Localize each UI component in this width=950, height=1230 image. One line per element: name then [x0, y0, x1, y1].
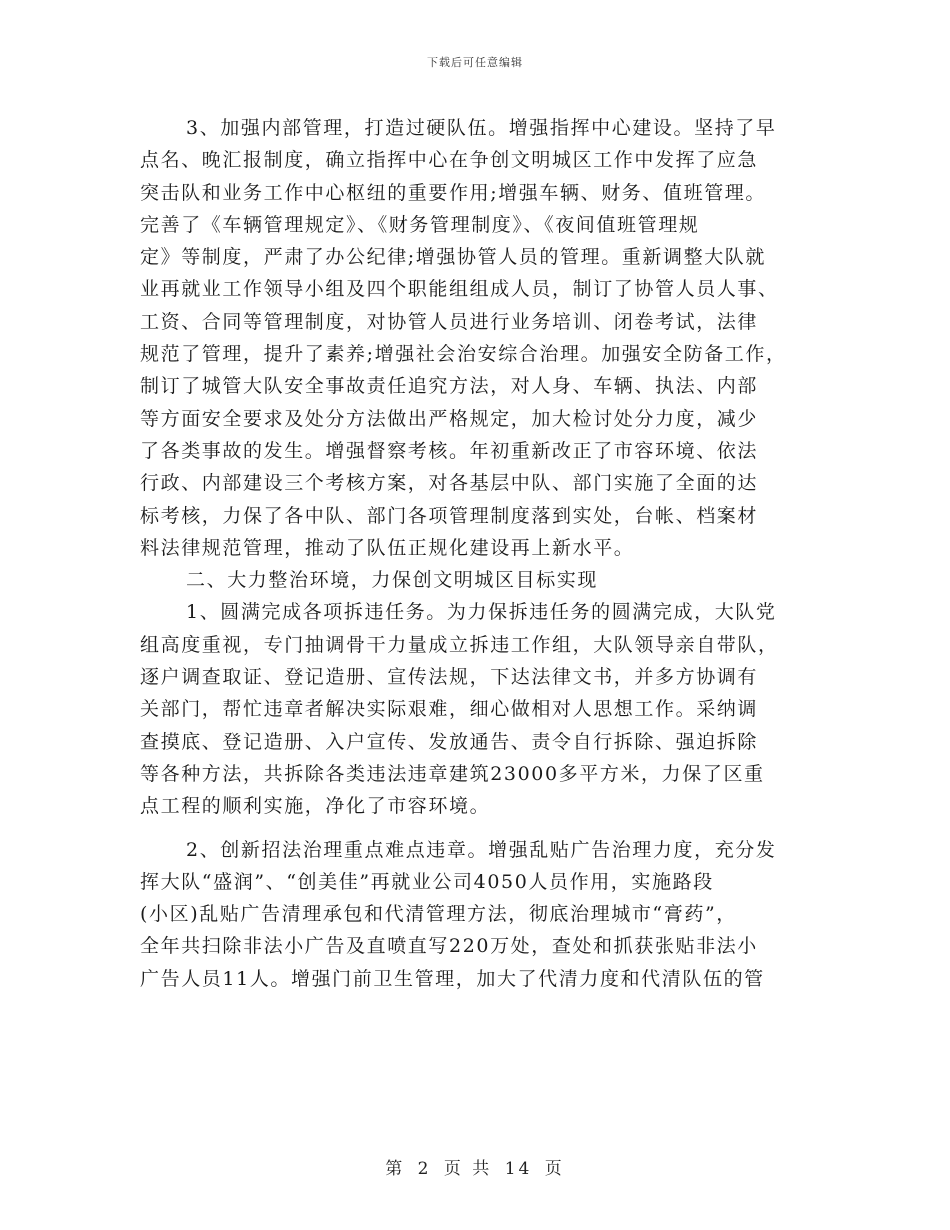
- paragraph-line: 制订了城管大队安全事故责任追究方法，对人身、车辆、执法、内部: [140, 375, 759, 398]
- paragraph-line: 关部门，帮忙违章者解决实际艰难，细心做相对人思想工作。采纳调: [140, 698, 759, 721]
- paragraph-line: 定》等制度，严肃了办公纪律;增强协管人员的管理。重新调整大队就: [140, 246, 767, 269]
- paragraph-line: 全年共扫除非法小广告及直喷直写220万处，查处和抓获张贴非法小: [140, 935, 758, 958]
- paragraph-gap: [140, 823, 812, 834]
- section-heading: 二、大力整治环境，力保创文明城区目标实现: [186, 569, 599, 592]
- paragraph-line: 广告人员11人。增强门前卫生管理，加大了代清力度和代清队伍的管: [140, 967, 765, 990]
- paragraph-line: 2、创新招法治理重点难点违章。增强乱贴广告治理力度，充分发: [186, 838, 777, 861]
- paragraph-line: 点名、晚汇报制度，确立指挥中心在争创文明城区工作中发挥了应急: [140, 149, 759, 172]
- paragraph-line: 业再就业工作领导小组及四个职能组组成人员，制订了协管人员人事、: [140, 278, 779, 301]
- page-footer: [0, 1154, 950, 1179]
- paragraph-line: 点工程的顺利实施，净化了市容环境。: [140, 795, 491, 818]
- footer-prefix: 第: [385, 1159, 406, 1179]
- paragraph-line: 完善了《车辆管理规定》、《财务管理制度》、《夜间值班管理规: [140, 213, 700, 236]
- paragraph-line: 行政、内部建设三个考核方案，对各基层中队、部门实施了全面的达: [140, 472, 759, 495]
- paragraph-line: 等各种方法，共拆除各类违法违章建筑23000多平方米，力保了区重: [140, 762, 765, 785]
- paragraph-line: 突击队和业务工作中心枢纽的重要作用;增强车辆、财务、值班管理。: [140, 181, 767, 204]
- footer-middle: 页 共: [443, 1159, 493, 1179]
- paragraph-line: 等方面安全要求及处分方法做出严格规定，加大检讨处分力度，减少: [140, 407, 759, 430]
- footer-suffix: 页: [544, 1159, 565, 1179]
- paragraph-line: 组高度重视，专门抽调骨干力量成立拆违工作组，大队领导亲自带队，: [140, 633, 779, 656]
- paragraph-line: 标考核，力保了各中队、部门各项管理制度落到实处，台帐、档案材: [140, 504, 759, 527]
- paragraph-line: 1、圆满完成各项拆违任务。为力保拆违任务的圆满完成，大队党: [186, 601, 777, 624]
- paragraph-line: (小区)乱贴广告清理承包和代清管理方法，彻底治理城市“膏药”，: [140, 903, 737, 926]
- paragraph-line: 料法律规范管理，推动了队伍正规化建设再上新水平。: [140, 536, 635, 559]
- paragraph-line: 工资、合同等管理制度，对协管人员进行业务培训、闭卷考试，法律: [140, 310, 759, 333]
- paragraph-line: 了各类事故的发生。增强督察考核。年初重新改正了市容环境、依法: [140, 439, 759, 462]
- total-pages-number: 14: [504, 1159, 533, 1179]
- current-page-number: 2: [417, 1159, 432, 1179]
- paragraph-line: 逐户调查取证、登记造册、宣传法规，下达法律文书，并多方协调有: [140, 666, 759, 689]
- document-body: [140, 112, 812, 995]
- paragraph-line: 查摸底、登记造册、入户宣传、发放通告、责令自行拆除、强迫拆除: [140, 730, 759, 753]
- paragraph-line: 挥大队“盛润”、“创美佳”再就业公司4050人员作用，实施路段: [140, 870, 714, 893]
- paragraph-line: 3、加强内部管理，打造过硬队伍。增强指挥中心建设。坚持了早: [186, 117, 777, 139]
- header-note: 下载后可任意编辑: [427, 56, 523, 69]
- paragraph-line: 规范了管理，提升了素养;增强社会治安综合治理。加强安全防备工作，: [140, 343, 787, 366]
